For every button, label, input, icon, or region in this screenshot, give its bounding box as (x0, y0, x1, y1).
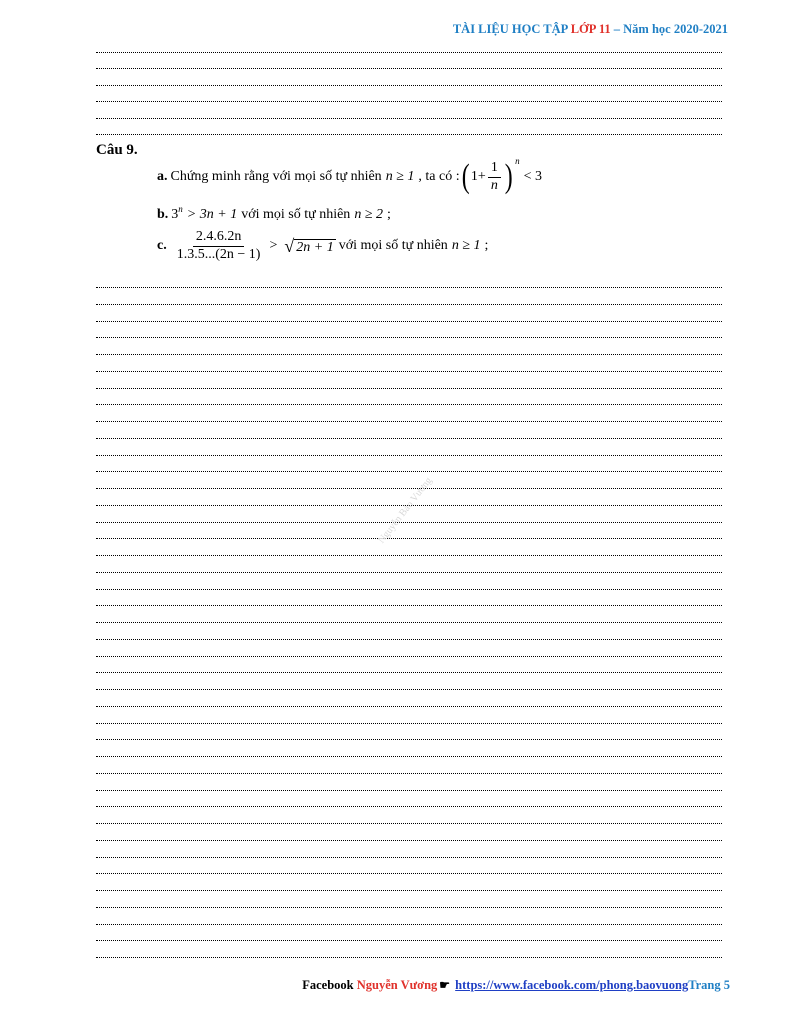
answer-line (96, 790, 722, 791)
answer-line (96, 118, 722, 119)
answer-line (96, 321, 722, 322)
item-a-condition: n ≥ 1 (385, 169, 415, 184)
item-b-end: ; (387, 207, 391, 222)
item-c-sqrt (284, 237, 335, 255)
item-a-left-paren: ( (461, 158, 470, 195)
item-b-condition: n ≥ 2 (354, 207, 383, 222)
item-a-plus: + (477, 169, 486, 184)
question-item-a (157, 156, 546, 195)
answer-line (96, 622, 722, 623)
answer-line (96, 388, 722, 389)
answer-line (96, 371, 722, 372)
item-c-label: c. (157, 238, 167, 254)
answer-line (96, 739, 722, 740)
answer-line (96, 471, 722, 472)
answer-line (96, 656, 722, 657)
item-c-radicand: 2n + 1 (296, 239, 334, 255)
answer-line (96, 924, 722, 925)
item-a-exponent: n (515, 156, 520, 166)
footer-facebook-link[interactable]: https://www.facebook.com/phong.baovuong (455, 978, 689, 992)
answer-line (96, 538, 722, 539)
answer-line (96, 488, 722, 489)
answer-line (96, 907, 722, 908)
item-c-gt: > (269, 238, 278, 254)
question-item-c (157, 230, 488, 262)
item-b-base: 3 (171, 207, 179, 222)
item-a-rhs: < 3 (523, 169, 543, 184)
answer-line (96, 773, 722, 774)
item-c-fraction (174, 230, 264, 262)
answer-line (96, 354, 722, 355)
answer-line (96, 134, 722, 135)
answer-line (96, 706, 722, 707)
answer-line (96, 52, 722, 53)
item-c-text: với mọi số tự nhiên (338, 238, 448, 254)
footer-author-name: Nguyễn Vương (356, 978, 438, 992)
answer-line (96, 806, 722, 807)
item-c-frac-den: 1.3.5...(2n − 1) (176, 246, 261, 262)
answer-line (96, 337, 722, 338)
item-a-frac-den: n (490, 177, 498, 193)
answer-line (96, 589, 722, 590)
answer-line (96, 940, 722, 941)
answer-line (96, 840, 722, 841)
footer-facebook-label: Facebook (302, 978, 357, 992)
footer-page-label: Trang (688, 978, 721, 992)
answer-line (96, 572, 722, 573)
header-grade: LỚP 11 (570, 22, 611, 36)
item-b-exponent: n (178, 204, 183, 214)
item-a-frac-num: 1 (488, 161, 501, 178)
sqrt-icon: √ (284, 236, 295, 257)
answer-line (96, 287, 722, 288)
item-b-text: với mọi số tự nhiên (241, 207, 351, 222)
answer-line (96, 873, 722, 874)
item-a-fraction (488, 161, 501, 193)
answer-line (96, 555, 722, 556)
answer-line (96, 421, 722, 422)
answer-line (96, 723, 722, 724)
item-b-label: b. (157, 207, 169, 222)
question-item-b (157, 204, 391, 223)
answer-line (96, 823, 722, 824)
item-a-text2: , ta có : (418, 169, 460, 184)
answer-line (96, 404, 722, 405)
item-c-frac-num: 2.4.6.2n (193, 230, 245, 247)
answer-line (96, 605, 722, 606)
footer-page-number: 5 (723, 978, 730, 992)
answer-line (96, 857, 722, 858)
pointing-hand-icon: ☛ (439, 978, 451, 992)
answer-line (96, 957, 722, 958)
item-b-rhs: > 3n + 1 (186, 207, 238, 222)
answer-line (96, 639, 722, 640)
answer-line (96, 455, 722, 456)
header-school-year: – Năm học 2020-2021 (610, 22, 728, 36)
answer-line (96, 756, 722, 757)
item-a-text: Chứng minh rằng với mọi số tự nhiên (170, 169, 382, 184)
item-a-label: a. (157, 169, 168, 184)
answer-line (96, 522, 722, 523)
question-label: Câu 9. (96, 142, 138, 158)
watermark: Nguyễn Bảo Vương (376, 475, 435, 546)
item-a-right-paren: ) (504, 158, 513, 195)
item-a-one: 1 (470, 169, 478, 184)
answer-line (96, 68, 722, 69)
page-footer (302, 978, 730, 993)
header-doc-title: TÀI LIỆU HỌC TẬP (452, 22, 571, 36)
answer-line (96, 101, 722, 102)
answer-line (96, 438, 722, 439)
answer-line (96, 672, 722, 673)
item-c-end: ; (484, 238, 489, 254)
answer-line (96, 85, 722, 86)
page-header (453, 22, 728, 37)
answer-line (96, 890, 722, 891)
item-c-condition: n ≥ 1 (451, 238, 481, 254)
answer-line (96, 304, 722, 305)
answer-line (96, 689, 722, 690)
